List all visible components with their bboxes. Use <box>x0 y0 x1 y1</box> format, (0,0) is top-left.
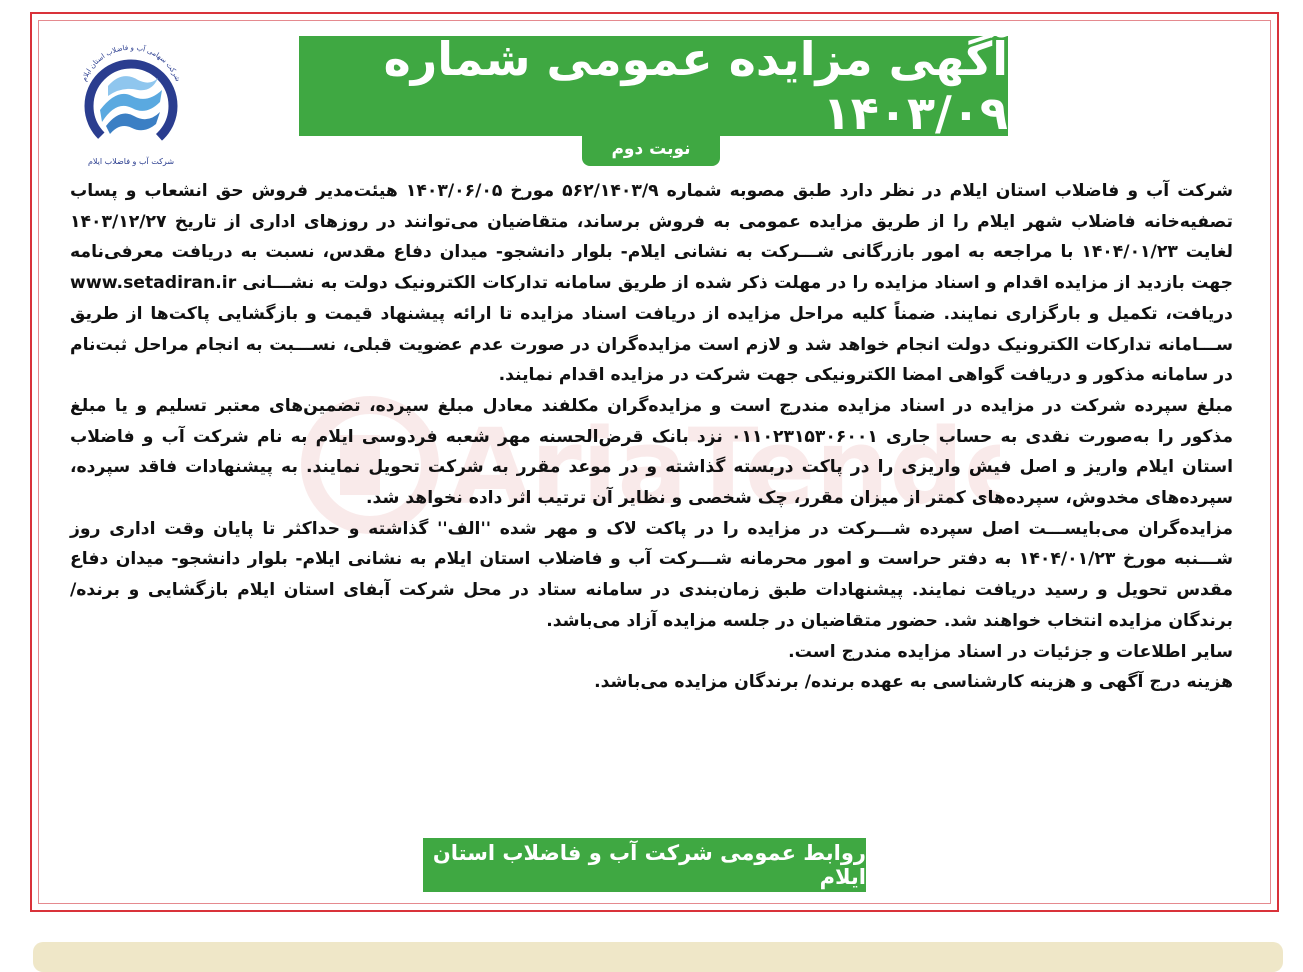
company-logo <box>62 30 200 170</box>
logo-arc-text: شرکت سهامی آب و فاضلاب استان ایلام <box>80 43 182 83</box>
public-relations-banner <box>423 838 866 892</box>
round-badge <box>582 132 720 166</box>
round-label: نوبت دوم <box>611 139 691 159</box>
notice-title: آگهی مزایده عمومی شماره ۱۴۰۳/۰۹ <box>383 32 1008 140</box>
notice-body <box>70 176 1233 698</box>
paragraph-details: سایر اطلاعات و جزئیات در اسناد مزایده مندرج است. <box>788 641 1233 662</box>
paragraph-cost: هزینه درج آگهی و هزینه کارشناسی به عهده برنده/ برندگان مزایده می‌باشد. <box>594 672 1233 693</box>
footer-label: روابط عمومی شرکت آب و فاضلاب استان ایلام <box>432 841 866 889</box>
logo-caption: شرکت آب و فاضلاب ایلام <box>87 157 175 166</box>
watermark-text: AriaTende <box>450 406 1000 528</box>
notice-title-banner <box>299 32 1008 140</box>
water-logo-icon <box>62 30 200 170</box>
paragraph-submission: مزایده‌گران می‌بایســـت اصل سپرده شـــرکت در مزایده را در پاکت لاک و مهر شده ''الف'' گذاشته و حداکثر تا پایان وقت اداری روز شـــنبه مورخ ۱۴۰۴/۰۱/۲۳ به دفتر حراست و امور محرمانه شـــرکت آب و فاضلاب استان ایلام به نشانی ایلام- بلوار دانشجو- میدان دفاع مقدس تحویل و رسید دریافت نمایند. پیشنهادات طبق زمان‌بندی در سامانه ستاد در محل شرکت آبفای استان ایلام بازگشایی و برنده/ برندگان مزایده انتخاب خواهند شد. حضور متقاضیان در جلسه مزایده آزاد می‌باشد. <box>70 518 1233 631</box>
paragraph-deposit: مبلغ سپرده شرکت در مزایده در اسناد مزایده مندرج است و مزایده‌گران مکلفند معادل مبلغ سپرده، تضمین‌های معتبر تسلیم و یا مبلغ مذکور را به‌صورت نقدی به حساب جاری ۰۱۱۰۲۳۱۵۳۰۶۰۰۱ نزد بانک قرض‌الحسنه مهر شعبه فردوسی ایلام به نام شرکت آب و فاضلاب استان ایلام واریز و اصل فیش واریزی را در پاکت دربسته گذاشته و در موعد مقرر به شرکت تحویل نمایند. به پیشنهادات فاقد سپرده، سپرده‌های مخدوش، سپرده‌های کمتر از میزان مقرر، چک شخصی و نظایر آن ترتیب اثر داده نخواهد شد. <box>70 395 1233 509</box>
bottom-strip <box>33 942 1283 972</box>
paragraph-intro: شرکت آب و فاضلاب استان ایلام در نظر دارد طبق مصوبه شماره ۵۶۲/۱۴۰۳/۹ مورخ ۱۴۰۳/۰۶/۰۵ هیئت‌مدیر فروش حق انشعاب و پساب تصفیه‌خانه فاضلاب شهر ایلام را از طریق مزایده عمومی به فروش برساند، متقاضیان می‌توانند در روزهای اداری از تاریخ ۱۴۰۳/۱۲/۲۷ لغایت ۱۴۰۴/۰۱/۲۳ با مراجعه به امور بازرگانی شـــرکت به نشانی ایلام- بلوار دانشجو- میدان دفاع مقدس، نسبت به دریافت معرفی‌نامه جهت بازدید از مزایده اقدام و اسناد مزایده را در مهلت ذکر شده از طریق سامانه تدارکات الکترونیک دولت به نشـــانی www.setadiran.ir دریافت، تکمیل و بارگزاری نمایند. ضمناً کلیه مراحل مزایده از دریافت اسناد مزایده تا ارائه پیشنهاد قیمت و بازگشایی پاکت‌ها از طریق ســـامانه تدارکات الکترونیک دولت انجام خواهد شد و لازم است مزایده‌گران در صورت عدم عضویت قبلی، نســـبت به انجام مراحل ثبت‌نام در سامانه مذکور و دریافت گواهی امضا الکترونیکی جهت شرکت در مزایده اقدام نمایند. <box>70 181 1234 386</box>
